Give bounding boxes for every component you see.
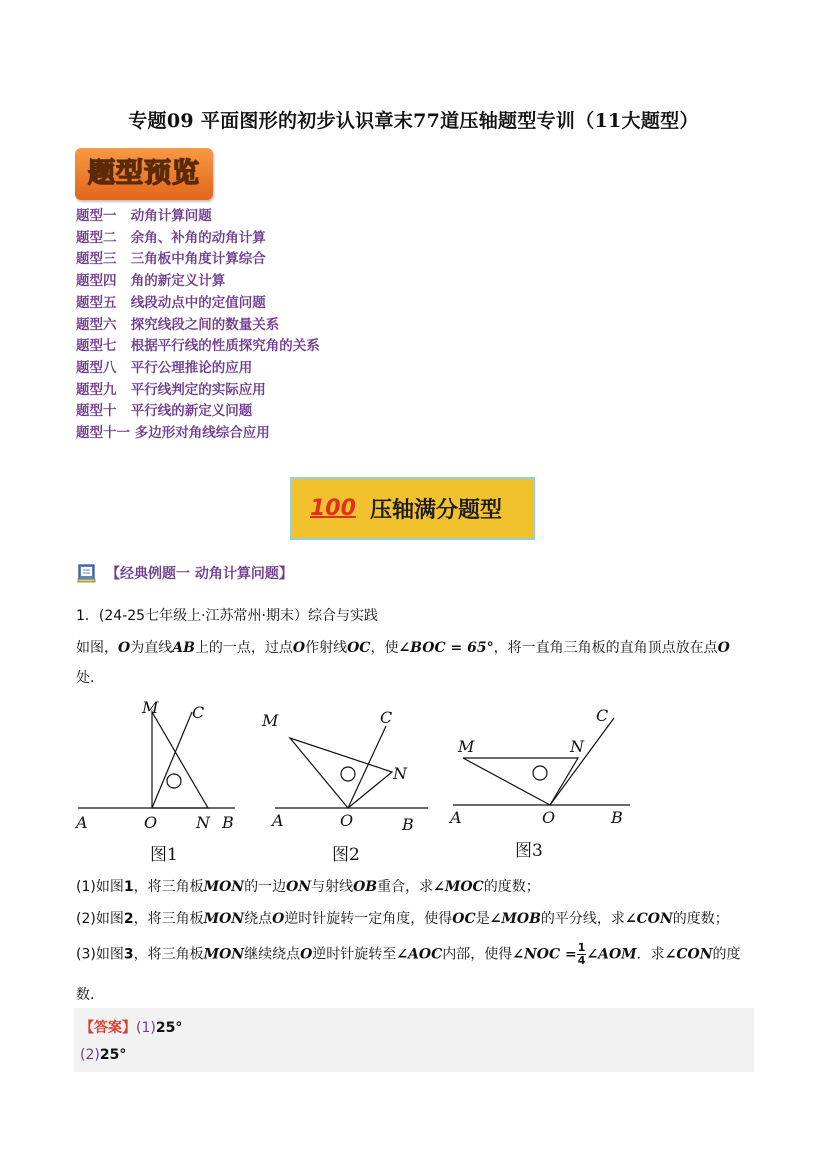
label-A: A [76, 813, 88, 832]
part-text: (2)如图 [76, 911, 124, 927]
label-O: O [542, 808, 556, 827]
part-text: ．求 [636, 946, 665, 963]
fraction [577, 942, 587, 967]
toc-item-label: 题型十一 [76, 425, 130, 442]
math-var: OB [353, 879, 378, 895]
toc-item-label: 题型三 [76, 251, 117, 268]
label-M: M [142, 698, 159, 717]
figure-3 [448, 706, 630, 861]
math-var: O [300, 946, 313, 963]
toc-item[interactable] [76, 206, 320, 228]
intro-text: 处． [76, 670, 104, 686]
part-text: 绕点 [244, 911, 273, 927]
label-B: B [611, 808, 623, 827]
math-expr: ∠CON [624, 911, 673, 927]
toc-item-text: 角的新定义计算 [130, 273, 226, 290]
book-icon [76, 562, 98, 584]
part-text: (1)如图 [76, 879, 124, 895]
banner-text: 压轴满分题型 [369, 498, 502, 523]
part-text: 的度 [712, 946, 741, 963]
toc-item-text: 动角计算问题 [130, 208, 212, 224]
toc-item-label: 题型八 [76, 359, 117, 376]
answer-value: 25° [155, 1020, 183, 1036]
math-var: AB [172, 640, 195, 656]
part-text: 的度数； [483, 879, 540, 895]
full-score-banner [290, 477, 535, 540]
math-var: MON [203, 946, 245, 963]
toc-item-text: 探究线段之间的数量关系 [130, 316, 280, 333]
question-part-2 [76, 908, 729, 928]
toc-item[interactable] [76, 249, 320, 271]
intro-text: ，将一直角三角板的直角顶点放在点 [493, 640, 718, 656]
part-text: 的一边 [244, 879, 287, 895]
math-expr: ∠MOB [489, 911, 541, 927]
fig3-caption: 图3 [515, 841, 543, 861]
toc-item-text: 平行线的新定义问题 [130, 403, 253, 420]
toc-item-text: 三角板中角度计算综合 [130, 251, 266, 268]
math-var: OC [452, 911, 476, 927]
fraction-numerator: 1 [577, 941, 586, 954]
label-C: C [380, 708, 393, 727]
part-text: ，将三角板 [133, 911, 204, 927]
math-var: MON [203, 911, 245, 927]
question-preview-badge [75, 148, 213, 200]
part-text: 逆时针旋转一定角度，使得 [284, 911, 453, 927]
toc-item[interactable] [76, 293, 320, 315]
part-text: (3)如图 [76, 946, 124, 963]
part-text: 的平分线，求 [540, 911, 625, 927]
answer-box [74, 1008, 754, 1072]
math-var: MON [203, 879, 245, 895]
part-text: 逆时针旋转至 [312, 946, 397, 963]
label-O: O [340, 811, 354, 830]
math-expr: ∠MOC [433, 879, 484, 895]
figure-ref: 3 [123, 946, 134, 963]
answer-part-number: (1) [136, 1020, 156, 1036]
label-N: N [570, 737, 584, 756]
fraction-denominator: 4 [577, 954, 586, 967]
label-A: A [450, 808, 462, 827]
part-text: 是 [475, 911, 490, 927]
math-expr: ∠CON [664, 946, 713, 963]
math-var: O [118, 640, 131, 656]
toc-item[interactable] [76, 228, 320, 250]
toc-item-label: 题型四 [76, 273, 117, 290]
label-C: C [596, 706, 609, 725]
toc-item-text: 线段动点中的定值问题 [130, 294, 266, 311]
answer-part-number: (2) [80, 1047, 100, 1063]
label-B: B [222, 813, 234, 832]
toc-item-label: 题型五 [76, 294, 117, 311]
toc-item-label: 题型六 [76, 316, 117, 333]
part-text: 继续绕点 [244, 946, 301, 963]
math-expr: ∠NOC = [512, 946, 577, 963]
toc-item[interactable] [76, 315, 320, 337]
toc-item-text: 多边形对角线综合应用 [134, 425, 270, 442]
question-intro-cont [76, 667, 104, 687]
toc-item-text: 根据平行线的性质探究角的关系 [130, 338, 320, 355]
toc-item[interactable] [76, 336, 320, 358]
toc-item-label: 题型九 [76, 381, 117, 398]
part-text: 的度数； [672, 911, 729, 927]
label-M: M [458, 737, 475, 756]
intro-text: 为直线 [130, 640, 173, 656]
question-intro [76, 637, 730, 657]
toc-item[interactable] [76, 401, 320, 423]
intro-text: 如图， [76, 640, 118, 656]
question-part-3-cont [76, 984, 104, 1004]
question-part-3 [76, 942, 741, 967]
math-expr: ∠BOC = 65° [398, 640, 494, 656]
label-N: N [393, 764, 407, 783]
geometry-figures [70, 690, 640, 865]
math-var: O [292, 640, 306, 656]
answer-line-2 [80, 1047, 126, 1063]
page-title: 专题09 平面图形的初步认识章末77道压轴题型专训（11大题型） [128, 110, 699, 132]
label-M: M [262, 711, 279, 730]
part-text: ，将三角板 [133, 879, 204, 895]
part-text: 数． [76, 987, 104, 1003]
label-O: O [144, 813, 158, 832]
figure-1 [74, 698, 235, 865]
toc-item-text: 平行线判定的实际应用 [130, 381, 266, 398]
toc-item[interactable] [76, 423, 320, 445]
label-A: A [272, 811, 284, 830]
intro-text: 作射线 [305, 640, 348, 656]
example-heading [76, 562, 293, 584]
math-var: ON [286, 879, 312, 895]
math-expr: ∠AOC [396, 946, 443, 963]
label-C: C [192, 703, 205, 722]
preview-badge-label: 题型预览 [88, 158, 200, 189]
part-text: 重合，求 [377, 879, 434, 895]
part-text: ，将三角板 [133, 946, 204, 963]
toc-item[interactable] [76, 358, 320, 380]
toc-item-label: 题型二 [76, 229, 117, 246]
toc-item-text: 平行公理推论的应用 [130, 359, 253, 376]
toc-item-label: 题型十 [76, 403, 117, 420]
question-type-list [76, 206, 320, 445]
toc-item-text: 余角、补角的动角计算 [130, 229, 266, 246]
fig1-caption: 图1 [150, 845, 178, 865]
figure-2 [261, 708, 428, 865]
example-heading-text: 【经典例题一 动角计算问题】 [106, 566, 293, 582]
toc-item-label: 题型七 [76, 338, 117, 355]
question-part-1 [76, 876, 540, 896]
fig2-caption: 图2 [332, 845, 360, 865]
question-header [76, 605, 378, 625]
question-number: 1． [76, 608, 99, 624]
math-var: OC [347, 640, 371, 656]
toc-item-label: 题型一 [76, 208, 117, 224]
answer-tag: 【答案】 [80, 1020, 136, 1036]
intro-text: ，使 [370, 640, 399, 656]
answer-line-1 [80, 1017, 182, 1037]
toc-item[interactable] [76, 271, 320, 293]
figure-group [70, 690, 640, 865]
intro-text: 上的一点，过点 [194, 640, 293, 656]
figure-ref: 1 [123, 879, 134, 895]
label-N: N [196, 813, 210, 832]
math-expr: ∠AOM [586, 946, 637, 963]
toc-item[interactable] [76, 380, 320, 402]
figure-ref: 2 [123, 911, 134, 927]
hundred-points-icon: 100 [310, 496, 356, 521]
part-text: 与射线 [311, 879, 354, 895]
answer-value: 25° [99, 1047, 127, 1063]
math-var: O [272, 911, 285, 927]
math-var: O [717, 640, 730, 656]
question-source: (24-25七年级上·江苏常州·期末）综合与实践 [98, 608, 378, 624]
part-text: 内部，使得 [442, 946, 513, 963]
label-B: B [402, 815, 414, 834]
